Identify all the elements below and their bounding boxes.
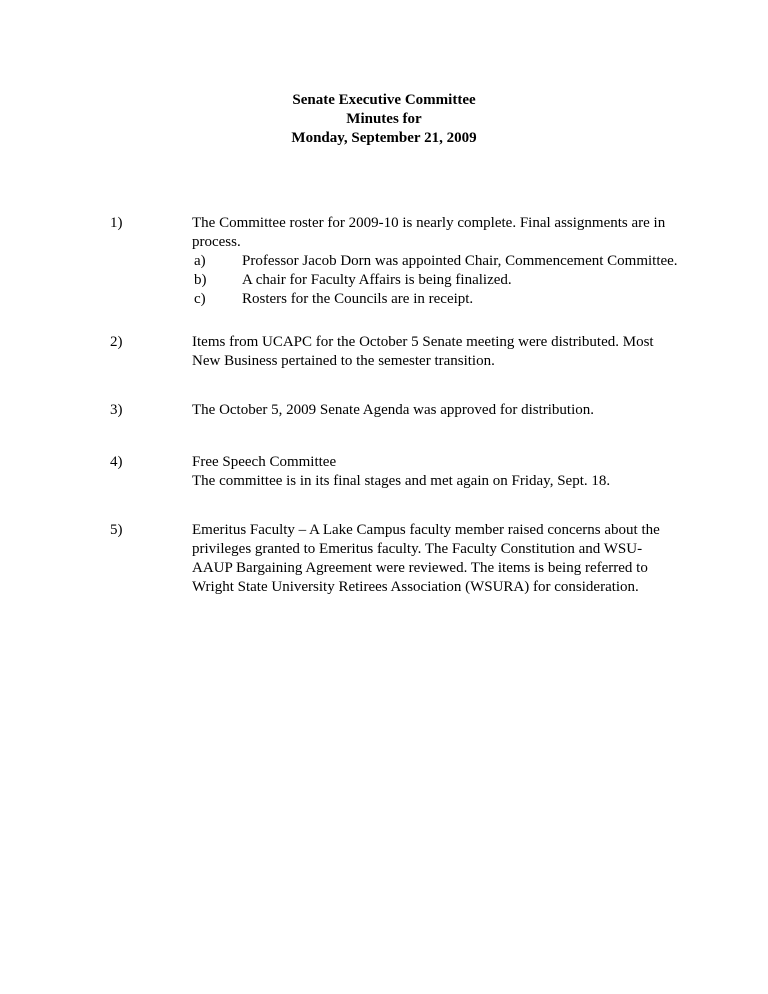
item-body xyxy=(192,214,678,309)
item-line: process. xyxy=(192,234,241,250)
item-number: 1) xyxy=(110,215,123,231)
item-number: 2) xyxy=(110,334,123,350)
item-line: Emeritus Faculty – A Lake Campus faculty member raised concerns about the xyxy=(192,522,660,538)
sub-item-letter: a) xyxy=(194,253,206,269)
item-body xyxy=(192,453,672,491)
item-body xyxy=(192,401,672,420)
document-header xyxy=(0,91,768,148)
sub-item-text: Rosters for the Councils are in receipt. xyxy=(242,291,474,307)
item-line: Wright State University Retirees Association (WSURA) for consideration. xyxy=(192,579,639,595)
item-line: The committee is in its final stages and met again on Friday, Sept. 18. xyxy=(192,473,611,489)
sub-item-a xyxy=(192,252,678,271)
sub-item-letter: c) xyxy=(194,291,206,307)
sub-item-c xyxy=(192,290,672,309)
item-line: Free Speech Committee xyxy=(192,454,337,470)
item-line: The Committee roster for 2009-10 is nearly complete. Final assignments are in xyxy=(192,215,666,231)
sub-item-b xyxy=(192,271,672,290)
item-number: 5) xyxy=(110,522,123,538)
item-line: The October 5, 2009 Senate Agenda was approved for distribution. xyxy=(192,402,594,418)
sub-item-text: Professor Jacob Dorn was appointed Chair, Commencement Committee. xyxy=(242,253,678,269)
item-body xyxy=(192,521,672,597)
header-subtitle: Minutes for xyxy=(346,111,422,127)
sub-item-letter: b) xyxy=(194,272,207,288)
item-number: 3) xyxy=(110,402,123,418)
sub-item-text: A chair for Faculty Affairs is being finalized. xyxy=(242,272,512,288)
item-line: AAUP Bargaining Agreement were reviewed. The items is being referred to xyxy=(192,560,648,576)
item-line: New Business pertained to the semester transition. xyxy=(192,353,495,369)
header-title: Senate Executive Committee xyxy=(292,92,476,108)
item-number: 4) xyxy=(110,454,123,470)
item-body xyxy=(192,333,672,371)
header-date: Monday, September 21, 2009 xyxy=(291,130,477,146)
item-line: privileges granted to Emeritus faculty. The Faculty Constitution and WSU- xyxy=(192,541,643,557)
item-line: Items from UCAPC for the October 5 Senate meeting were distributed. Most xyxy=(192,334,654,350)
